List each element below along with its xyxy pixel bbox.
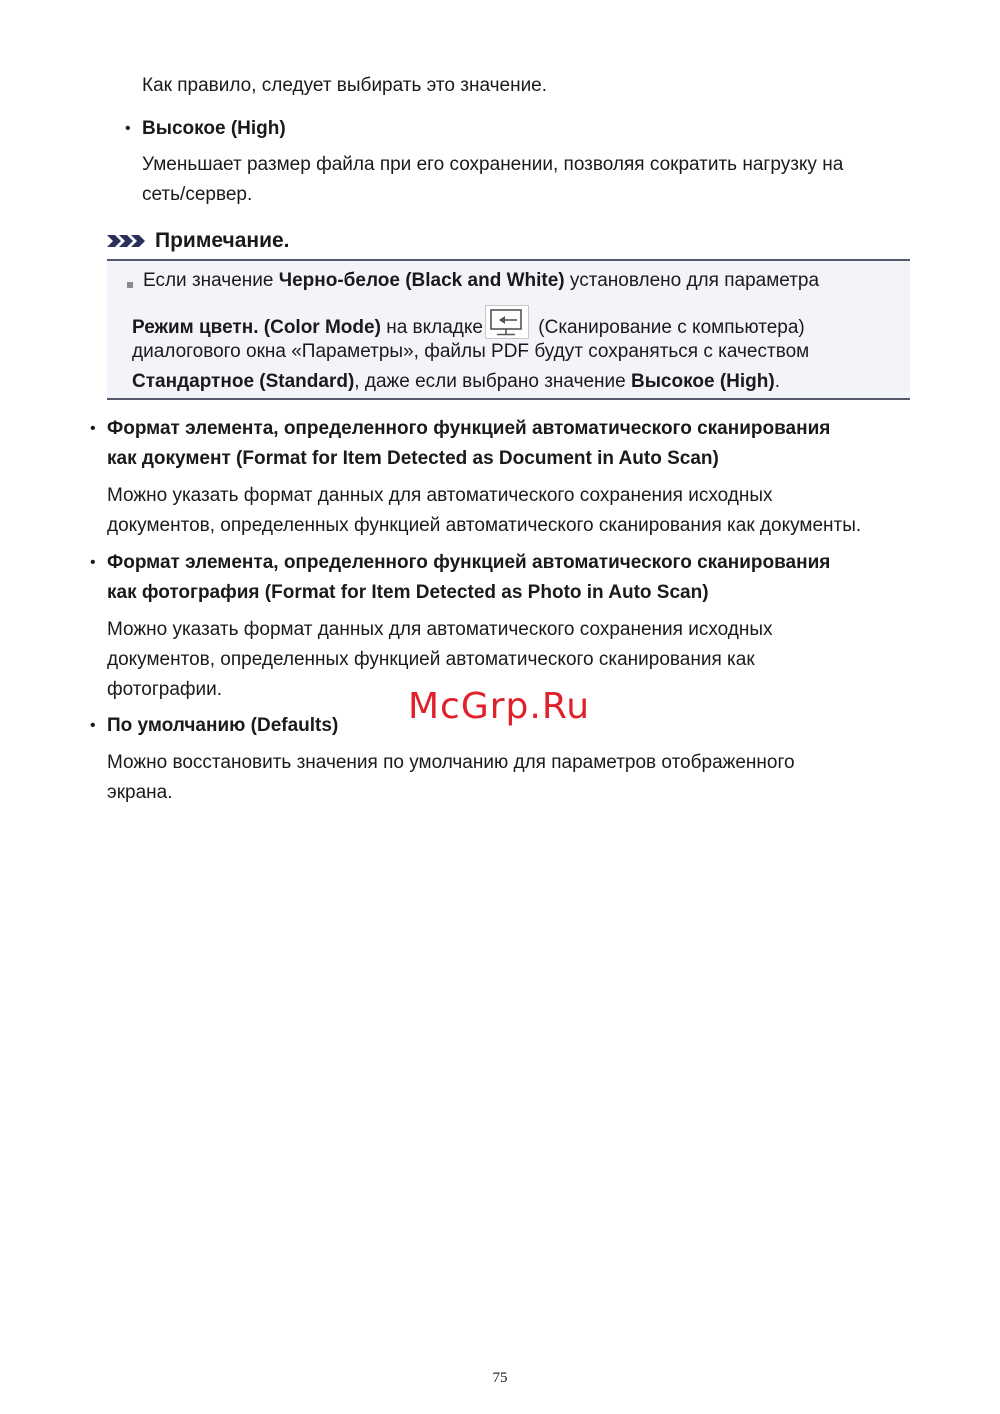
item-3-title: По умолчанию (Defaults)	[107, 715, 339, 736]
note-square-bullet	[127, 282, 133, 288]
option-high-desc-line2: сеть/сервер.	[142, 184, 253, 205]
note-l1-text-c: установлено для параметра	[564, 270, 820, 291]
note-box	[107, 259, 910, 400]
item-2-title-line2: как фотография (Format for Item Detected as Photo in Auto Scan)	[107, 582, 709, 603]
note-l1-bold: Черно-белое (Black and White)	[278, 270, 565, 291]
page-number: 75	[492, 1370, 508, 1386]
note-line-1	[143, 266, 819, 296]
bullet-item-2: •	[90, 554, 96, 571]
option-high-desc-line1: Уменьшает размер файла при его сохранении, позволяя сократить нагрузку на	[142, 154, 844, 175]
note-l2-text-b: на вкладке	[380, 317, 483, 338]
item-3-desc-line2: экрана.	[107, 782, 173, 803]
bullet-item-3: •	[90, 717, 96, 734]
bullet-high: •	[125, 120, 131, 137]
note-title: Примечание.	[155, 229, 290, 252]
note-l4-bold-c: Высокое (High)	[630, 371, 775, 392]
item-2-title-line1: Формат элемента, определенного функцией автоматического сканирования	[107, 552, 831, 573]
item-3-desc-line1: Можно восстановить значения по умолчанию для параметров отображенного	[107, 752, 795, 773]
intro-text: Как правило, следует выбирать это значение.	[142, 75, 548, 96]
note-heading	[107, 226, 290, 256]
note-l4-text-b: , даже если выбрано значение	[354, 371, 631, 392]
note-line-3: диалогового окна «Параметры», файлы PDF будут сохраняться с качеством	[132, 341, 810, 362]
watermark: McGrp.Ru	[408, 686, 591, 727]
option-high-title: Высокое (High)	[142, 118, 286, 139]
item-2-desc-line1: Можно указать формат данных для автоматического сохранения исходных	[107, 619, 773, 640]
note-arrows-icon	[107, 233, 149, 249]
item-2-desc-line3: фотографии.	[107, 679, 223, 700]
note-l4-bold-a: Стандартное (Standard)	[132, 371, 355, 392]
note-l2-text-c: (Сканирование с компьютера)	[533, 317, 805, 338]
item-1-title-line2: как документ (Format for Item Detected as Document in Auto Scan)	[107, 448, 719, 469]
scan-from-computer-icon	[485, 305, 529, 339]
note-l2-bold: Режим цветн. (Color Mode)	[132, 317, 381, 338]
item-2-desc-line2: документов, определенных функцией автоматического сканирования как	[107, 649, 755, 670]
item-1-title-line1: Формат элемента, определенного функцией автоматического сканирования	[107, 418, 831, 439]
note-l4-text-d: .	[774, 371, 780, 392]
note-line-4	[132, 367, 780, 397]
bullet-item-1: •	[90, 420, 96, 437]
item-1-desc-line2: документов, определенных функцией автоматического сканирования как документы.	[107, 515, 862, 536]
item-1-desc-line1: Можно указать формат данных для автоматического сохранения исходных	[107, 485, 773, 506]
note-l1-text-a: Если значение	[143, 270, 279, 291]
